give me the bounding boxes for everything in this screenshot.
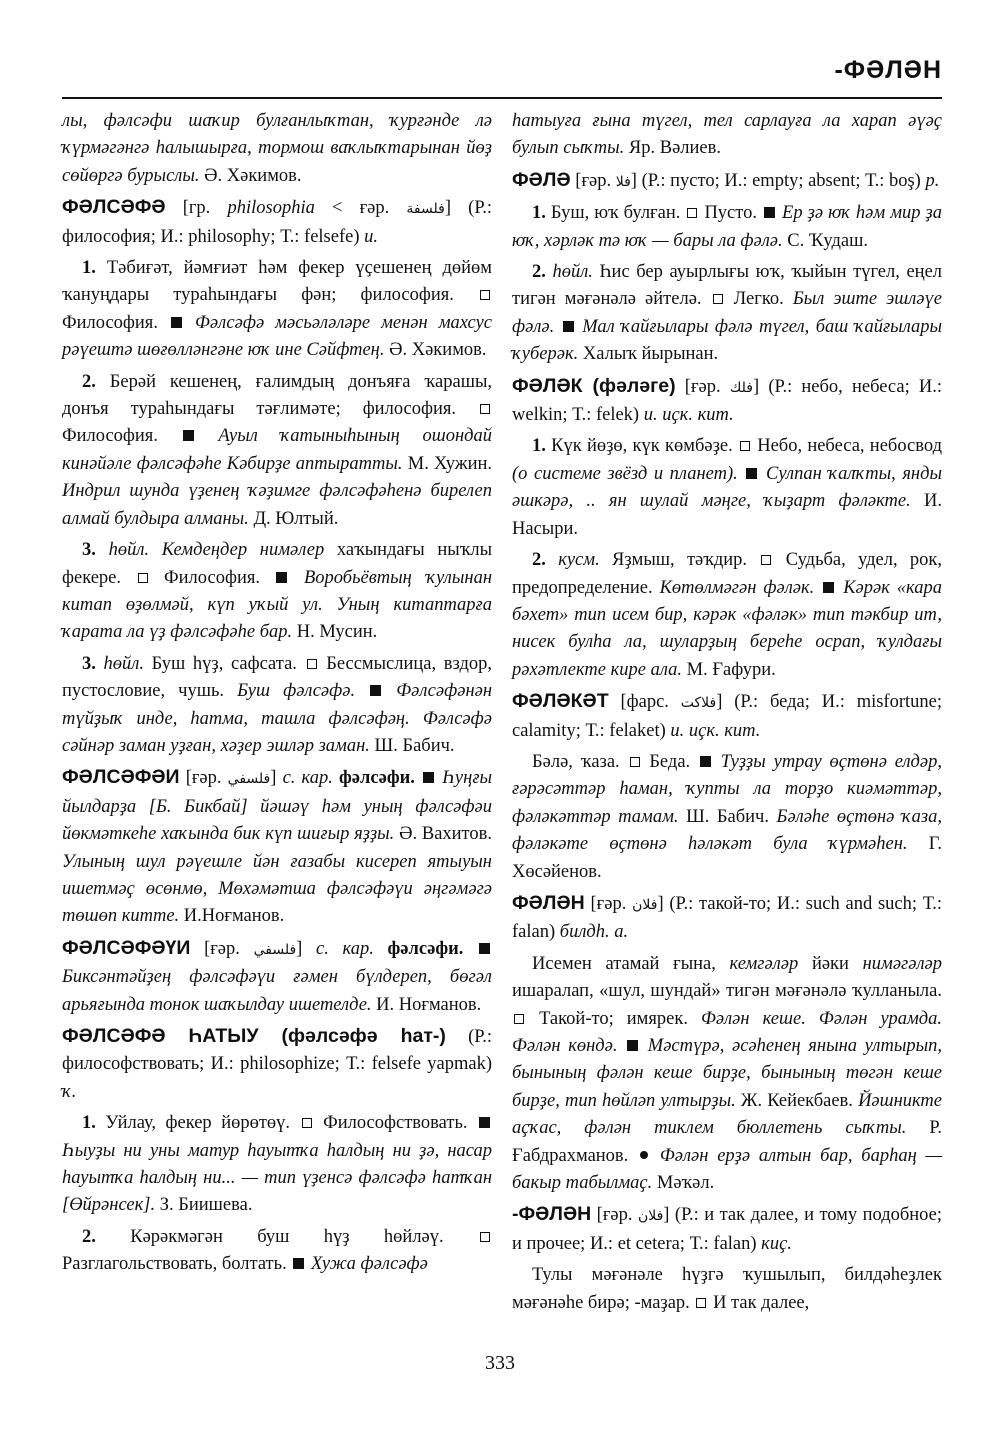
example-marker-icon <box>700 756 711 767</box>
example-marker-icon <box>764 207 775 218</box>
entry-falan: ФӘЛӘН [ғәр. فلان] (Р.: такой-то; И.: such and such; Т.: falan) билдһ. а. <box>512 891 942 943</box>
entry-falsafai: ФӘЛСӘФӘИ [ғәр. فلسفي] с. кар. фәлсәфи. Һуңғы йылдарҙа [Б. Бикбай] йәшәү һәм уның фәлсәфәи йөкмәткеһе хаҡында бик күп шиғыр яҙҙы. Ә. Вахитов. Улының шул рәүешле йән ғазабы кисереп ятыуын ишетмәҫ өсөнмө, Мөхәмәтша фәлсәфәүи әңгәмәгә төшөп китте. И.Ноғманов. <box>62 766 493 927</box>
russian-marker-icon <box>480 404 490 414</box>
entry-falak: ФӘЛӘК (фәләге) [ғәр. فلك] (Р.: небо, небеса; И.: welkin; Т.: felek) и. иҫк. кит. <box>512 374 943 426</box>
example-marker-icon <box>479 1117 490 1128</box>
example-marker-icon <box>479 943 490 954</box>
example-marker-icon <box>823 582 834 593</box>
example-marker-icon <box>293 1258 304 1269</box>
russian-marker-icon <box>761 555 771 565</box>
sense: Тулы мәғәнәле һүҙгә ҡушылып, билдәһеҙлек мәғәнәһе бирә; -маҙар. И так далее, <box>512 1265 942 1313</box>
sense: 1. Буш, юҡ булған. Пусто. Ер ҙә юҡ һәм мир ҙа юҡ, хәрләк тә юҡ — бары ла фәлә. С. Ҡудаш. <box>512 203 943 251</box>
russian-marker-icon <box>696 1298 706 1308</box>
russian-marker-icon <box>687 208 697 218</box>
example-marker-icon <box>423 772 434 783</box>
entry-falakat: ФӘЛӘКӘТ [фарс. فلاكت] (Р.: беда; И.: misfortune; calamity; Т.: felaket) и. иҫк. кит. <box>512 690 942 741</box>
sense: 2. Берәй кешенең, ғалимдың донъяға ҡарашы, донъя тураһындағы тәғлимәте; философия. Философия. Ауыл ҡатыныһының ошондай кинәйәле фәлсәфәһе Кәбирҙе аптыратты. М. Хужин. Индрил шунда үҙенең ҡәҙимге фәлсәфәһенә бирелеп алмай булдыра алманы. Д. Юлтый. <box>62 371 493 529</box>
sense: 1. Күк йөҙө, күк көмбәҙе. Небо, небеса, небосвод (о системе звёзд и планет). Сулпан ҡалҡты, янды әшкәрә, .. ян шулай мәңге, ҡыҙарт фәләкте. И. Насыри. <box>512 436 943 539</box>
sense: 2. Кәрәкмәгән буш һүҙ һөйләү. Разглагольствовать, болтать. Хужа фәлсәфә <box>62 1224 492 1279</box>
page-number: 333 <box>485 1352 515 1374</box>
running-head: -ФӘЛӘН <box>834 56 942 84</box>
sense: 1. Уйлау, фекер йөрөтөү. Философствовать. Һыуҙы ни уны матур һауытҡа һалдың ни ҙә, насар һауытҡа һалдың ни... — тип үҙенсә фәлсәфә һатҡан [Өйрәнсек]. З. Биишева. <box>62 1113 492 1216</box>
russian-marker-icon <box>302 1118 312 1128</box>
sense: 3. һөйл. Кемдеңдер нимәлер хаҡындағы ныҡлы фекере. Философия. Воробьёвтың ҡулынан китап өҙөлмәй, күп уҡый ул. Уның китаптарға ҡарата ла үҙ фәлсәфәһе бар. Н. Мусин. <box>62 540 492 643</box>
example-marker-icon <box>746 468 757 479</box>
russian-marker-icon <box>514 1014 524 1024</box>
sense: Бәлә, ҡаза. Беда. Туҙҙы утрау өҫтөнә елдәр, ғәрәсәттәр һаман, ҡупты ла торҙо киәмәттәр, фәләкәттәр тамам. Ш. Бабич. Бәләһе өҫтөнә ҡаза, фәләкәте өҫтөнә һәләкәт була ҡүрмәһен. Г. Хөсәйенов. <box>512 751 943 882</box>
left-column <box>62 108 492 1283</box>
sense: 3. һөйл. Буш һүҙ, сафсата. Бессмыслица, вздор, пустословие, чушь. Буш фәлсәфә. Фәлсәфәнән түйҙыҡ инде, һатма, ташла фәлсәфәң. Фәлсәфә сәйнәр заман уҙған, хәҙер эшләр заман. Ш. Бабич. <box>62 653 493 756</box>
russian-marker-icon <box>480 1232 490 1242</box>
russian-marker-icon <box>740 441 750 451</box>
entry-dash-falan: -ФӘЛӘН [ғәр. فلان] (Р.: и так далее, и тому подобное; и прочее; И.: et cetera; Т.: falan) киҫ. <box>512 1203 943 1254</box>
example-marker-icon <box>171 317 182 328</box>
russian-marker-icon <box>630 757 640 767</box>
russian-marker-icon <box>713 294 723 304</box>
example-marker-icon <box>183 430 194 441</box>
entry-falsafaui: ФӘЛСӘФӘҮИ [ғәр. فلسفي] с. кар. фәлсәфи. Биксәнтәйҙең фәлсәфәүи ғәмен бүлдереп, бөгәл арьяғында тонок шаҡылдау ишетелде. И. Ноғманов. <box>62 936 492 1015</box>
right-column <box>512 108 942 1321</box>
entry-continuation: һатыуға ғына түгел, тел сарлауға ла харап әүәҫ булып сыҡты. Яр. Вәлиев. <box>512 111 942 159</box>
example-marker-icon <box>627 1040 638 1051</box>
example-marker-icon <box>276 572 287 583</box>
proverb-marker-icon <box>640 1151 648 1159</box>
example-marker-icon <box>563 321 574 332</box>
russian-marker-icon <box>480 290 490 300</box>
example-marker-icon <box>370 685 381 696</box>
entry-continuation: лы, фәлсәфи шаҡир булғанлыҡтан, ҡурғәнде лә ҡүрмәгәнгә һалышырға, тормош ваҡлыҡтарынан йөҙ сөйөргә бурыслы. Ә. Хәкимов. <box>62 111 492 186</box>
header-rule <box>62 97 942 99</box>
sense: 1. Тәбиғәт, йәмғиәт һәм фекер үҫешенең дөйөм ҡануңдары тураһындағы фән; философия. Философия. Фәлсәфә мәсьәләләре менән махсус рәүештә шөғөлләнгәне юҡ ине Сәйфтең. Ә. Хәкимов. <box>62 258 493 361</box>
sense: 2. кусм. Яҙмыш, тәҡдир. Судьба, удел, рок, предопределение. Көтөлмәгән фәләк. Кәрәк «кара бәхет» тип исем бир, кәрәк «фәләк» тип тәкбир ит, нисек булһа ла, шуларҙың береһе осрап, ҡулдағы рәхәтлекте кире ала. М. Ғафури. <box>512 550 943 680</box>
sense: 2. һөйл. Һис бер ауырлығы юҡ, ҡыйын түгел, еңел тигән мәғәнәлә әйтелә. Легко. Был эште эшләүе фәлә. Мал ҡайғылары фәлә түгел, баш ҡайғылары ҡуберәк. Халыҡ йырынан. <box>512 262 943 365</box>
entry-fala: ФӘЛӘ [ғәр. فلا] (Р.: пусто; И.: empty; absent; Т.: boş) р. <box>512 168 940 191</box>
sense: Исемен атамай ғына, кемгәләр йәки нимәгәләр ишаралап, «шул, шундай» тигән мәғәнәлә ҡулланыла. Такой-то; имярек. Фәлән кеше. Фәлән урамда. Фәлән көндә. Мәстүрә, әсәһенең янына ултырып, бынының фәлән кеше бирҙе, бынының төгән кеше бирҙе, тип һөйләп ултырҙы. Ж. Кейекбаев. Йәшникте аҫҡас, фәлән тиклем бюллетень сыҡты. Р. Ғабдрахманов. Фәлән ерҙә алтын бар, барһаң — бакыр табылмаҫ. Мәҡәл. <box>512 953 943 1194</box>
entry-falsafa: ФӘЛСӘФӘ [гр. philosophia < ғәр. فلسفة] (Р.: философия; И.: philosophy; Т.: felsefe) и. <box>62 196 493 247</box>
entry-falsafa-hatyu: ФӘЛСӘФӘ ҺАТЫУ (фәлсәфә һат-) (Р.: философствовать; И.: philosophize; Т.: felsefe yapmak) ҡ. <box>62 1025 492 1102</box>
russian-marker-icon <box>307 659 317 669</box>
russian-marker-icon <box>138 573 148 583</box>
